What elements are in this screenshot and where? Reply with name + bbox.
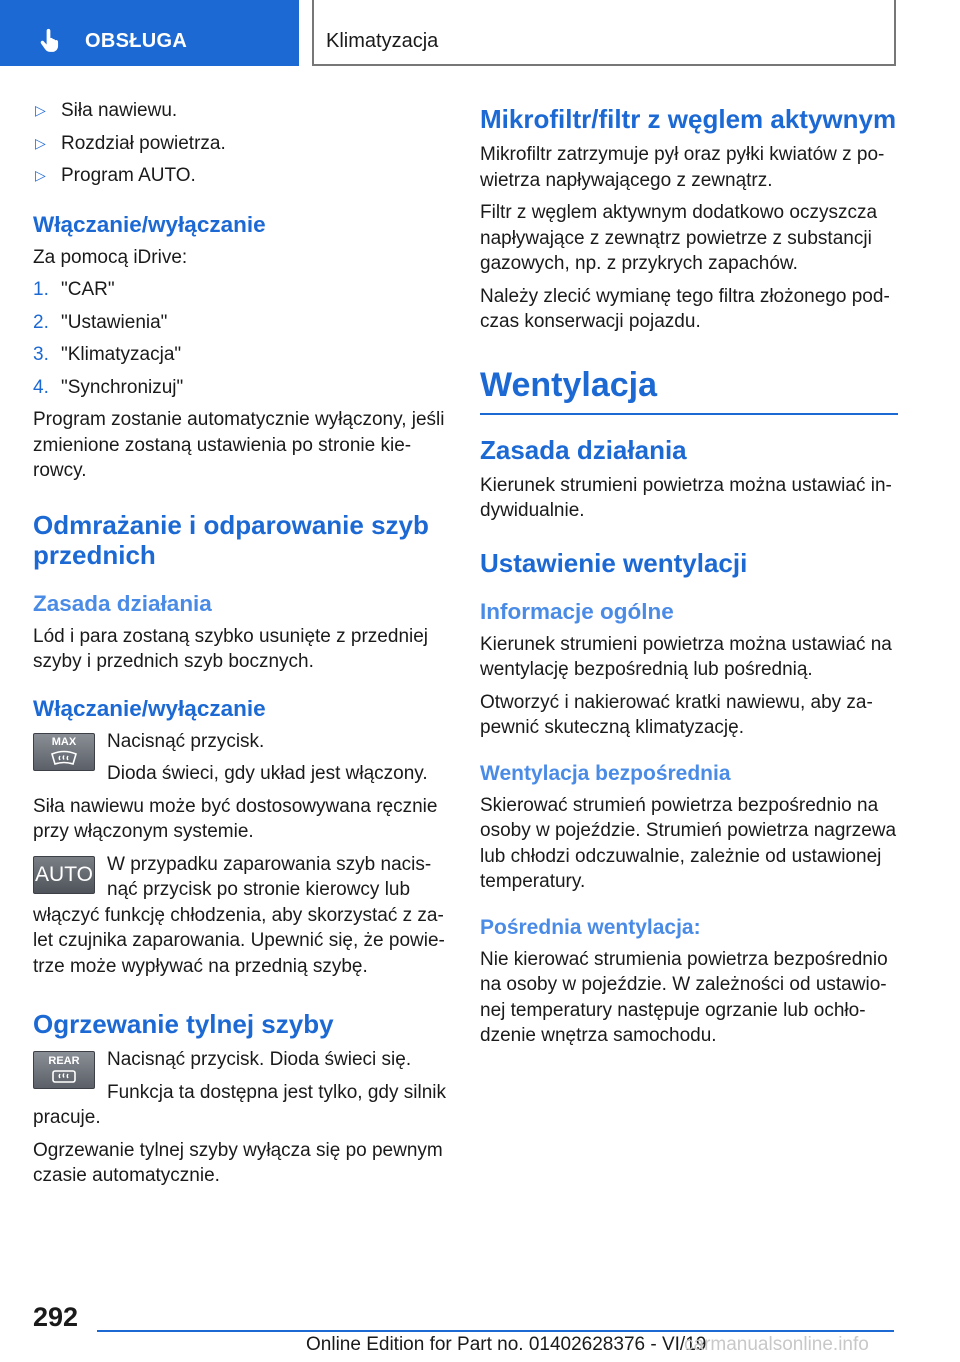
filter-p1: Mikrofiltr zatrzymuje pył oraz pyłki kwiatów z powietrza napływającego z zewnątrz. <box>480 144 885 191</box>
idrive-intro: Za pomocą iDrive: <box>33 246 188 268</box>
rear-window-heat-icon <box>49 1069 79 1085</box>
direct-text: Skierować strumień powietrza bezpośrednio na osoby w pojeździe. Strumień powietrza nagrzewa lub chłodzi odczuwalnie, zależnie od ustawionej temperatury. <box>480 794 897 892</box>
rear-row <box>33 1047 451 1105</box>
page-header <box>0 0 960 66</box>
triangle-bullet-icon: ▷ <box>35 102 46 118</box>
list-item: ▷ Rozdział powietrza. <box>33 131 451 157</box>
right-column <box>480 98 898 1056</box>
footer-divider <box>97 1330 894 1332</box>
rear-auto-off-text: Ogrzewanie tylnej szyby wyłącza się po pewnym czasie automatycznie. <box>33 1139 443 1186</box>
section-tab[interactable] <box>0 0 299 66</box>
rear-func-a: Funkcja ta dostępna jest tylko, gdy silnik <box>107 1081 447 1103</box>
heading-direct-vent: Wentylacja bezpośrednia <box>480 761 731 785</box>
filter-p2: Filtr z węglem aktywnym dodatkowo oczyszcza napływające z zewnątrz powietrze z substancji gazowych, np. z przykrych zapachów. <box>480 202 878 274</box>
rear-func-b: pracuje. <box>33 1107 101 1128</box>
principle-text: Lód i para zostaną szybko usunięte z przedniej szyby i przednich szyb bocznych. <box>33 625 429 672</box>
list-item: ▷ Program AUTO. <box>33 163 451 189</box>
max-defrost-row <box>33 729 451 787</box>
max-defrost-button-icon: MAX <box>33 733 95 771</box>
page-number: 292 <box>33 1302 79 1332</box>
list-item: 3. "Klimatyzacja" <box>33 344 182 365</box>
sync-note: Program zostanie automatycznie wyłączony, jeśli zmienione zostaną ustawienia po stronie kierowcy. <box>33 409 445 481</box>
triangle-bullet-icon: ▷ <box>35 167 46 183</box>
windshield-heat-icon <box>49 750 79 766</box>
section-label: OBSŁUGA <box>85 30 188 52</box>
principle-text: Kierunek strumieni powietrza można ustawiać indywidualnie. <box>480 474 892 521</box>
heading-vent-setting: Ustawienie wentylacji <box>480 547 748 578</box>
heading-rear-window: Ogrzewanie tylnej szyby <box>33 1009 334 1039</box>
footer-watermark: carmanualsonline.info <box>684 1334 869 1355</box>
press-button-text: Nacisnąć przycisk. <box>107 730 265 752</box>
heading-switch-on-off: Włączanie/wyłączanie <box>33 211 266 237</box>
hand-pointer-icon <box>38 26 66 54</box>
heading-switch-on-off-2: Włączanie/wyłączanie <box>33 695 266 721</box>
list-item: 4. "Synchronizuj" <box>33 376 184 398</box>
heading-filter: Mikrofiltr/filtr z węglem aktywnym <box>480 104 897 134</box>
general-p2: Otworzyć i nakierować kratki nawiewu, aby zapewnić skuteczną klimatyzację. <box>480 691 873 738</box>
heading-defrost: Odmrażanie i odparowanie szyb przednich <box>33 509 429 570</box>
led-on-text: Dioda świeci, gdy układ jest włączony. <box>107 763 428 784</box>
filter-p3: Należy zlecić wymianę tego filtra złożonego podczas konserwacji pojazdu. <box>480 285 890 332</box>
page-title-box <box>312 0 896 66</box>
rear-defrost-button-icon: REAR <box>33 1051 95 1089</box>
footer-edition: Online Edition for Part no. 01402628376 - VI/19 <box>306 1334 707 1355</box>
list-item: ▷ Siła nawiewu. <box>33 98 451 124</box>
heading-ventilation: Wentylacja <box>480 365 898 415</box>
heading-indirect-vent: Pośrednia wentylacja: <box>480 915 701 939</box>
heading-general-info: Informacje ogólne <box>480 598 674 624</box>
auto-row <box>33 852 451 903</box>
list-item: 2. "Ustawienia" <box>33 311 168 333</box>
general-p1: Kierunek strumieni powietrza można ustawiać na wentylację bezpośrednią lub pośrednią. <box>480 633 892 680</box>
triangle-bullet-icon: ▷ <box>35 134 46 151</box>
fan-manual-text: Siła nawiewu może być dostosowywana ręcznie przy włączonym systemie. <box>33 795 438 842</box>
rear-press-text: Nacisnąć przycisk. Dioda świeci się. <box>107 1049 412 1070</box>
indirect-text: Nie kierować strumienia powietrza bezpośrednio na osoby w pojeździe. W zależności od ustawionej temperatury następuje ogrzanie lub ochłodzenie wnętrza samochodu. <box>480 948 888 1046</box>
auto-button-icon: AUTO <box>33 856 95 894</box>
fog-text-a: W przypadku zaparowania szyb nacisnąć przycisk po stronie kierowcy lub <box>107 853 432 900</box>
heading-principle: Zasada działania <box>480 434 687 465</box>
list-item: 1. "CAR" <box>33 279 115 300</box>
fog-text-b: włączyć funkcję chłodzenia, aby skorzystać z zalet czujnika zaparowania. Upewnić się, że powietrze może wypływać na przednią szybę. <box>33 904 445 977</box>
left-column <box>33 98 451 1196</box>
page-title: Klimatyzacja <box>326 30 439 52</box>
heading-principle: Zasada działania <box>33 590 212 616</box>
